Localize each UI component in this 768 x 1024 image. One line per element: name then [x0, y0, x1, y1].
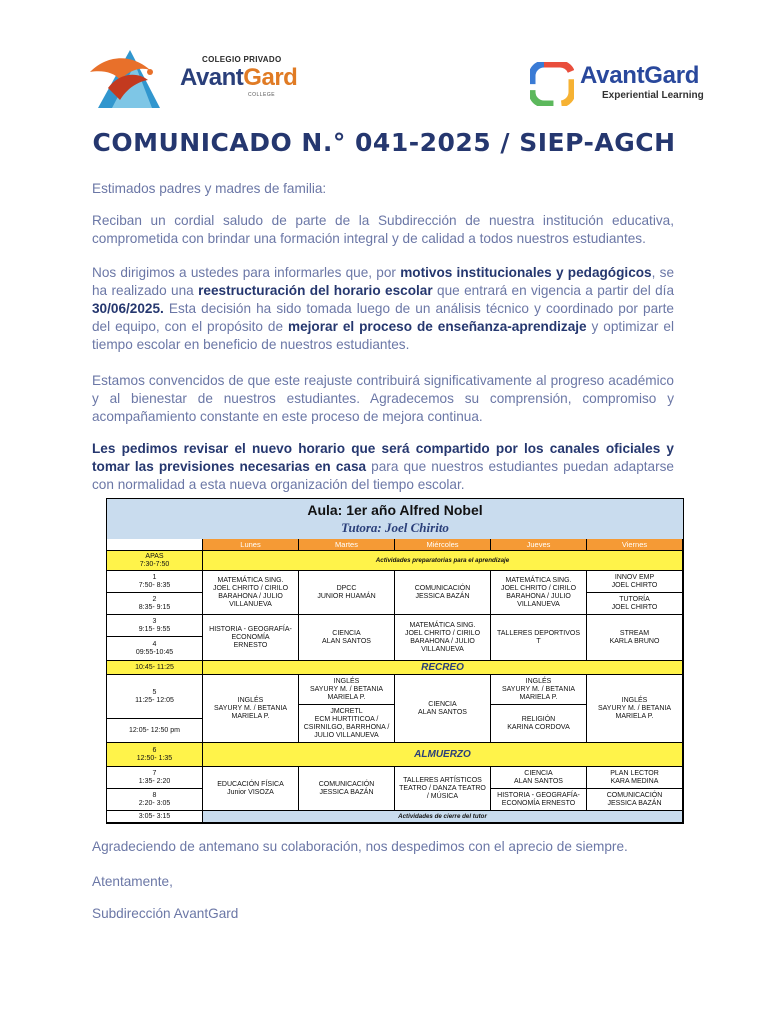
schedule-aula: Aula: 1er año Alfred Nobel — [307, 502, 483, 518]
class-cell: DPCC JUNIOR HUAMÁN — [299, 571, 395, 615]
document-title: COMUNICADO N.° 041-2025 / SIEP-AGCH — [92, 128, 676, 157]
class-cell: TALLERES DEPORTIVOS T — [491, 615, 587, 661]
class-cell: CIENCIA ALAN SANTOS — [299, 615, 395, 661]
class-cell: HISTORIA - GEOGRAFÍA- ECONOMÍA ERNESTO — [491, 789, 587, 811]
class-cell: JMCRETL ECM HURTITICOA / CSIRNILGO, BARRHONA / JULIO VILLANUEVA — [299, 705, 395, 743]
time-cell: 10:45- 11:25 — [107, 661, 203, 675]
band-apas: Actividades preparatorias para el aprendizaje — [203, 551, 683, 571]
time-cell: 1 7:50- 8:35 — [107, 571, 203, 593]
logo-sub: COLLEGE — [248, 92, 276, 98]
colorful-square-logo-icon — [530, 62, 574, 106]
class-cell: INNOV EMP JOEL CHIRTO — [587, 571, 683, 593]
greeting: Estimados padres y madres de familia: — [92, 181, 327, 196]
school-logo-left — [90, 42, 310, 112]
time-cell: 7 1:35- 2:20 — [107, 767, 203, 789]
paragraph-3: Estamos convencidos de que este reajuste contribuirá significativamente al progreso académico y al bienestar de nuestros estudiantes. Agradecemos su comprensión, compromiso y acompañamiento constante en este proceso de mejora continua. — [92, 373, 674, 424]
class-cell: INGLÉS SAYURY M. / BETANIA MARIELA P. — [203, 675, 299, 743]
logo-brand: AvantGard — [180, 64, 298, 91]
right-logo-brand: AvantGard — [580, 62, 700, 89]
class-cell: TUTORÍA JOEL CHIRTO — [587, 593, 683, 615]
class-cell: CIENCIA ALAN SANTOS — [491, 767, 587, 789]
time-cell: 2 8:35- 9:15 — [107, 593, 203, 615]
corner-cell — [107, 539, 203, 551]
schedule-grid — [107, 539, 683, 823]
time-cell: 6 12:50- 1:35 — [107, 743, 203, 767]
day-header: Miércoles — [395, 539, 491, 551]
day-header: Lunes — [203, 539, 299, 551]
class-cell: COMUNICACIÓN JESSICA BAZÁN — [395, 571, 491, 615]
class-cell: COMUNICACIÓN JESSICA BAZÁN — [299, 767, 395, 811]
class-cell: TALLERES ARTÍSTICOS TEATRO / DANZA TEATRO / MÚSICA — [395, 767, 491, 811]
class-cell: MATEMÁTICA SING. JOEL CHRITO / CIRILO BARAHONA / JULIO VILLANUEVA — [203, 571, 299, 615]
class-cell: INGLÉS SAYURY M. / BETANIA MARIELA P. — [299, 675, 395, 705]
class-cell: CIENCIA ALAN SANTOS — [395, 675, 491, 743]
time-cell: 4 09:55-10:45 — [107, 637, 203, 661]
time-cell: 8 2:20- 3:05 — [107, 789, 203, 811]
class-cell: MATEMÁTICA SING. JOEL CHRITO / CIRILO BARAHONA / JULIO VILLANUEVA — [395, 615, 491, 661]
bird-logo-icon — [90, 42, 180, 112]
paragraph-1: Reciban un cordial saludo de parte de la Subdirección de nuestra institución educativa, comprometida con brindar una formación integral y de calidad a todos nuestros estudiantes. — [92, 213, 674, 246]
signature-line-2: Subdirección AvantGard — [92, 906, 239, 921]
paragraph-4: Les pedimos revisar el nuevo horario que será compartido por los canales oficiales y tomar las previsiones necesarias en casa para que nuestros estudiantes puedan adaptarse con normalidad a esta nueva organización del tiempo escolar. — [92, 441, 674, 492]
logo-line1: COLEGIO PRIVADO — [202, 55, 282, 64]
time-cell: 5 11:25- 12:05 — [107, 675, 203, 719]
class-cell: INGLÉS SAYURY M. / BETANIA MARIELA P. — [587, 675, 683, 743]
closing-text: Agradeciendo de antemano su colaboración, nos despedimos con el aprecio de siempre. — [92, 839, 628, 854]
class-cell: RELIGIÓN KARINA CORDOVA — [491, 705, 587, 743]
schedule-tutora: Tutora: Joel Chirito — [341, 520, 449, 535]
signature-line-1: Atentamente, — [92, 874, 173, 889]
right-logo-sub: Experiential Learning — [602, 90, 704, 101]
class-cell: COMUNICACIÓN JESSICA BAZÁN — [587, 789, 683, 811]
band-almuerzo: ALMUERZO — [203, 743, 683, 767]
day-header: Viernes — [587, 539, 683, 551]
class-schedule-table — [106, 498, 684, 824]
class-cell: PLAN LECTOR KARA MEDINA — [587, 767, 683, 789]
band-cierre: Actividades de cierre del tutor — [203, 811, 683, 823]
time-cell: 3 9:15- 9:55 — [107, 615, 203, 637]
paragraph-2: Nos dirigimos a ustedes para informarles que, por motivos institucionales y pedagógicos, se ha realizado una reestructuración del horario escolar que entrará en vigencia a partir del día 30/06/2025. Esta decisión ha sido tomada luego de un análisis técnico y coordinado por parte del equipo, con el propósito de mejorar el proceso de enseñanza-aprendizaje y optimizar el tiempo escolar en beneficio de nuestros estudiantes. — [92, 265, 675, 352]
class-cell: EDUCACIÓN FÍSICA Junior VISOZA — [203, 767, 299, 811]
class-cell: INGLÉS SAYURY M. / BETANIA MARIELA P. — [491, 675, 587, 705]
schedule-header — [107, 499, 683, 540]
day-header: Jueves — [491, 539, 587, 551]
school-logo-right — [530, 58, 730, 108]
class-cell: STREAM KARLA BRUNO — [587, 615, 683, 661]
time-cell: 3:05- 3:15 — [107, 811, 203, 823]
letterhead — [0, 0, 768, 120]
time-cell: APAS 7:30-7:50 — [107, 551, 203, 571]
day-header: Martes — [299, 539, 395, 551]
band-recreo: RECREO — [203, 661, 683, 675]
class-cell: MATEMÁTICA SING. JOEL CHRITO / CIRILO BARAHONA / JULIO VILLANUEVA — [491, 571, 587, 615]
class-cell: HISTORIA - GEOGRAFÍA- ECONOMÍA ERNESTO — [203, 615, 299, 661]
time-cell: 12:05- 12:50 pm — [107, 719, 203, 743]
